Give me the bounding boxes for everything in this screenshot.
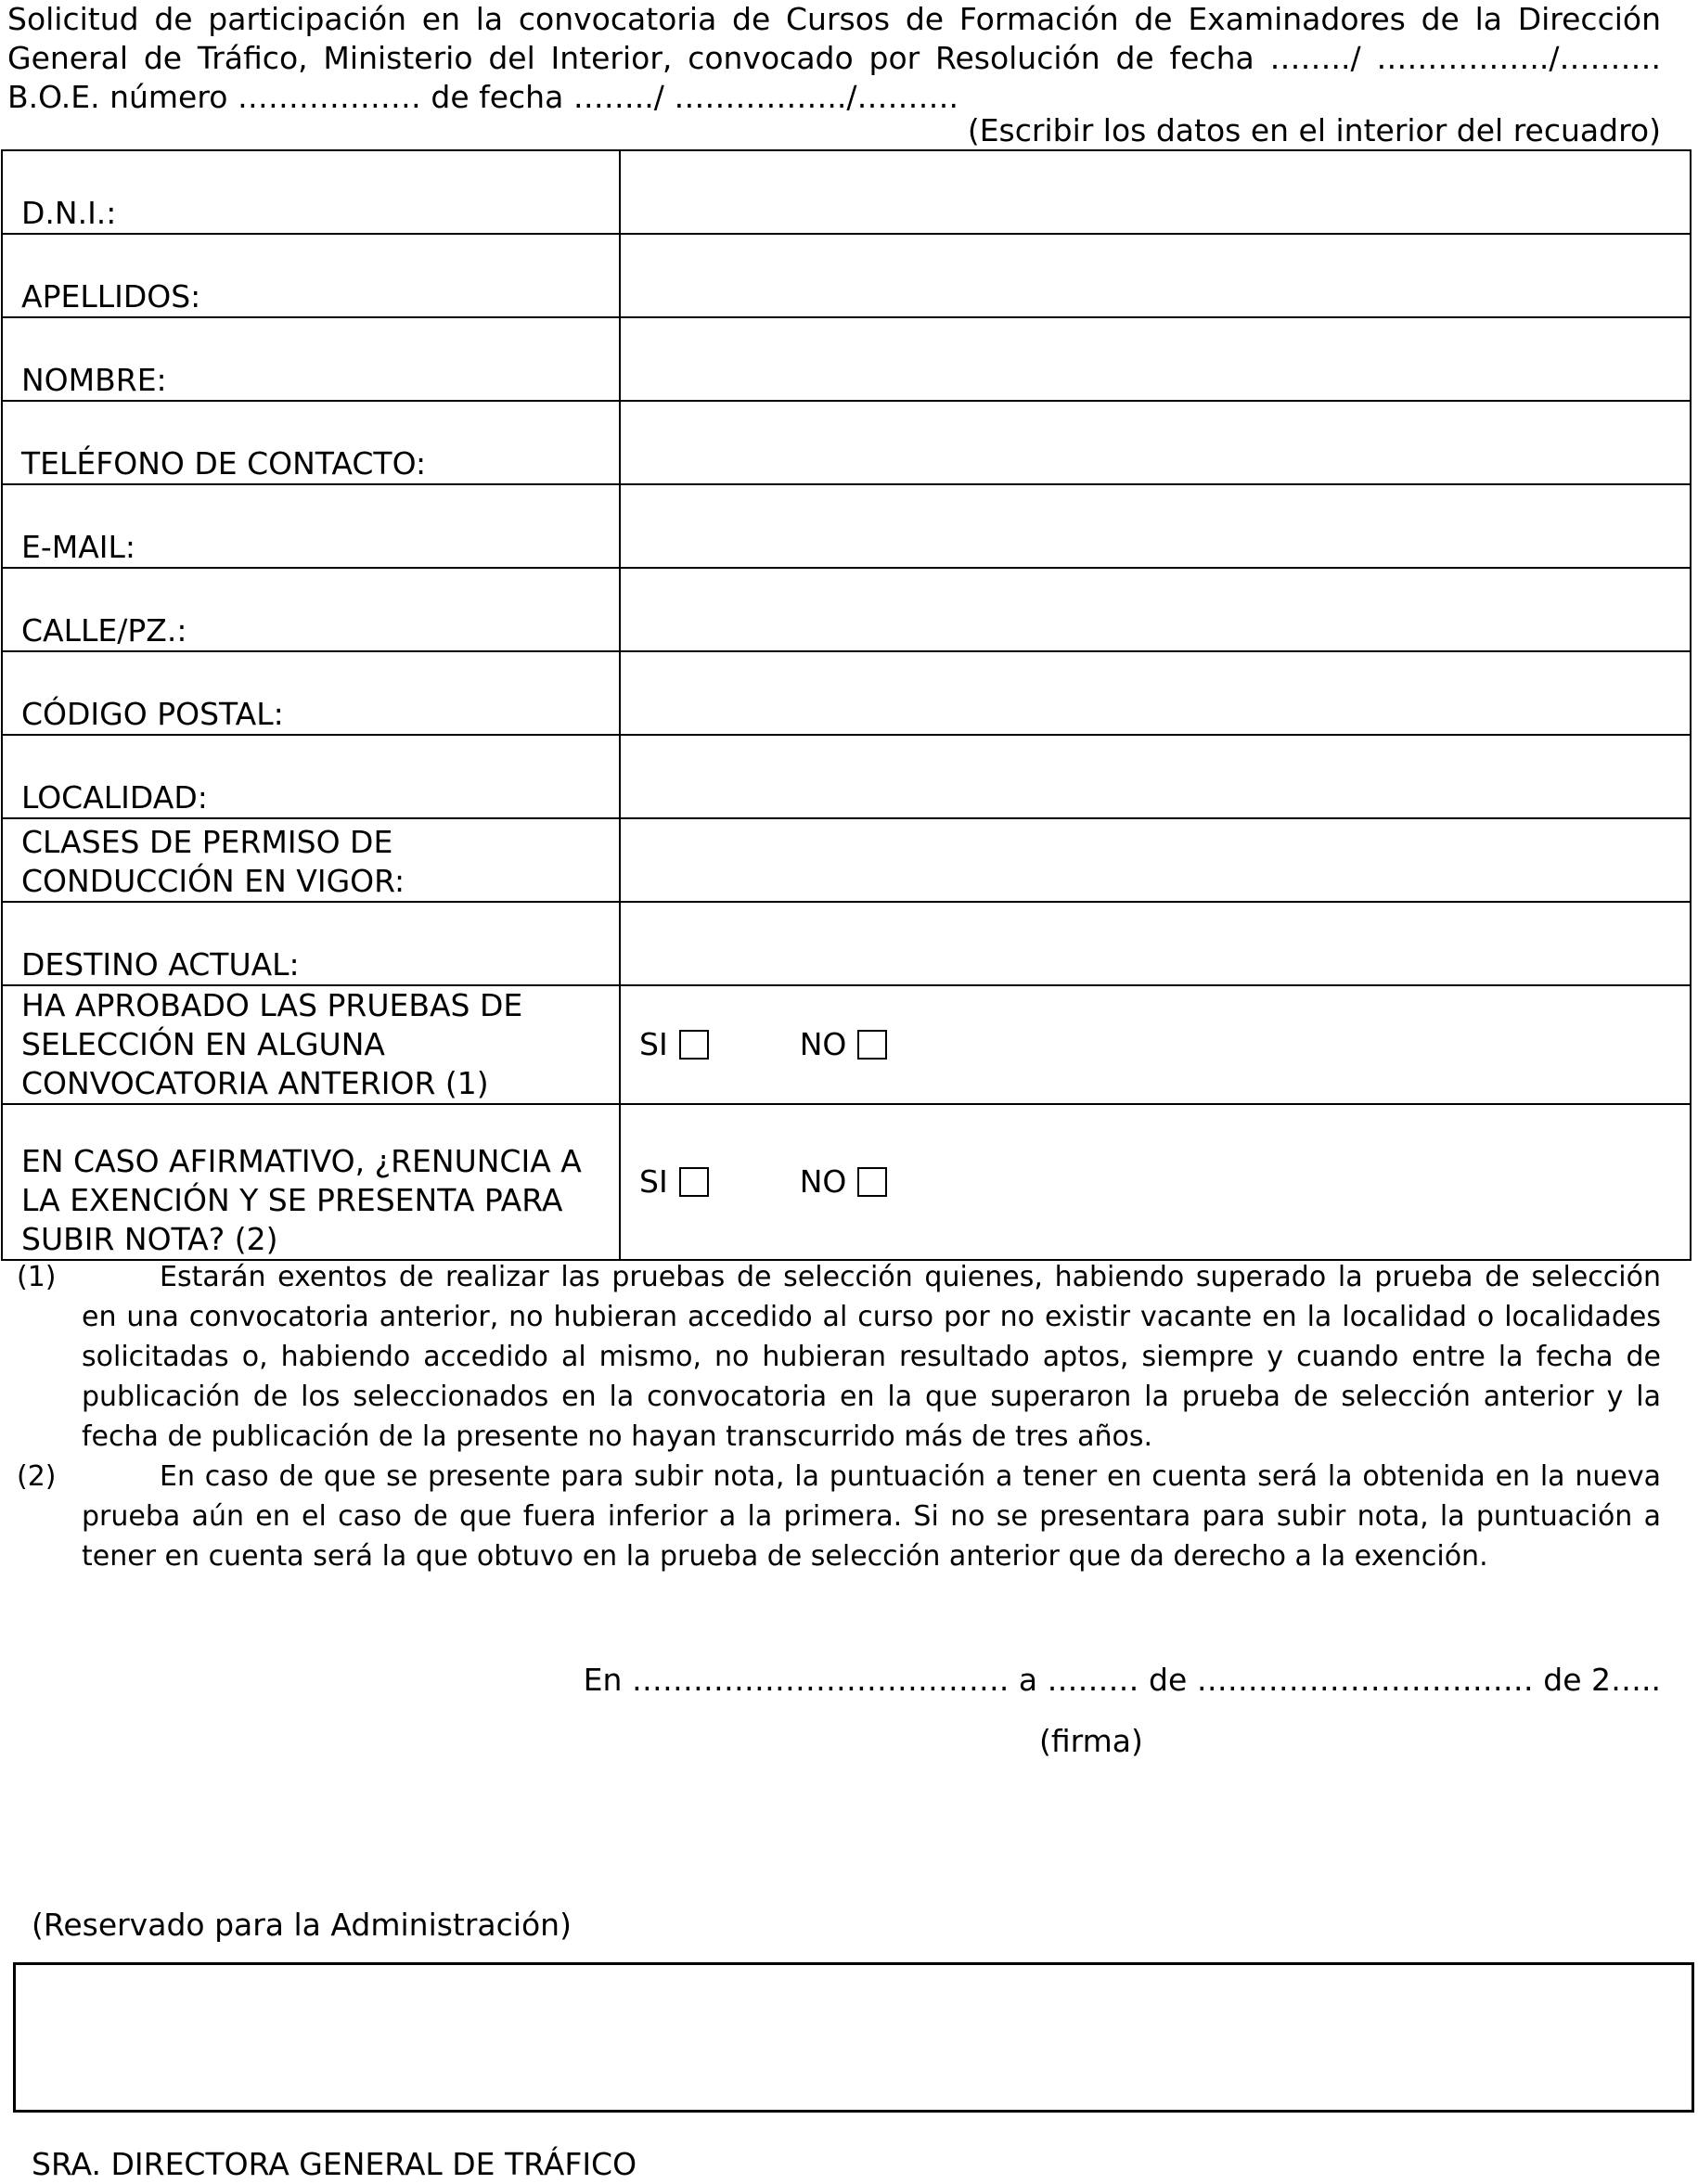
no-option[interactable] [800,1025,888,1064]
field-label: CLASES DE PERMISO DE CONDUCCIÓN EN VIGOR: [2,818,620,902]
field-label: NOMBRE: [2,317,620,401]
reserved-label: (Reservado para la Administración) [32,1907,572,1943]
form-row-localidad [2,735,1691,818]
form-row-apellidos [2,234,1691,317]
question-label: HA APROBADO LAS PRUEBAS DE SELECCIÓN EN ALGUNA CONVOCATORIA ANTERIOR (1) [2,985,620,1104]
yes-checkbox[interactable] [679,1030,709,1060]
email-input[interactable] [620,484,1691,568]
option-label: NO [799,1163,847,1200]
instruction-note: (Escribir los datos en el interior del recuadro) [967,112,1661,148]
application-form [1,149,1692,1261]
permiso-input[interactable] [620,818,1691,902]
footnote-text: En caso de que se presente para subir nota, la puntuación a tener en cuenta será la obtenida en la nueva prueba aún en el caso de que fuera inferior a la primera. Si no se presentara para subir nota, la puntuación a tener en cuenta será la que obtuvo en la prueba de selección anterior que da derecho a la exención. [82,1460,1661,1573]
footnotes [17,1257,1661,1576]
form-row-email [2,484,1691,568]
field-label: TELÉFONO DE CONTACTO: [2,401,620,484]
header-line-2: General de Tráfico, Ministerio del Interior, convocado por Resolución de fecha ……../ ……………../………. [7,40,1661,76]
codigo-postal-input[interactable] [620,651,1691,735]
form-row-codigo-postal [2,651,1691,735]
footnote-number: (2) [17,1460,57,1493]
footnote-number: (1) [17,1261,57,1293]
field-label: D.N.I.: [2,150,620,234]
question-options [620,1104,1691,1260]
header-line-1: Solicitud de participación en la convocatoria de Cursos de Formación de Examinadores de la Dirección [7,1,1661,37]
form-row-calle [2,568,1691,651]
localidad-input[interactable] [620,735,1691,818]
field-label: CALLE/PZ.: [2,568,620,651]
form-row-permiso [2,818,1691,902]
footnote-text: Estarán exentos de realizar las pruebas de selección quienes, habiendo superado la prueba de selección en una convocatoria anterior, no hubieran accedido al curso por no existir vacante en la localidad o localidades solicitadas o, habiendo accedido al mismo, no hubieran resultado aptos, siempre y cuando entre la fecha de publicación de los seleccionados en la convocatoria en la que superaron la prueba de selección anterior y la fecha de publicación de la presente no hayan transcurrido más de tres años. [82,1261,1661,1453]
option-label: SI [639,1026,668,1062]
form-row-renuncia [2,1104,1691,1260]
form-row-destino [2,902,1691,985]
field-label: CÓDIGO POSTAL: [2,651,620,735]
apellidos-input[interactable] [620,234,1691,317]
form-row-telefono [2,401,1691,484]
header-line-3: B.O.E. número ……………… de fecha ……../ ……………../………. [7,79,958,115]
question-options [620,985,1691,1104]
field-label: LOCALIDAD: [2,735,620,818]
question-label: EN CASO AFIRMATIVO, ¿RENUNCIA A LA EXENCIÓN Y SE PRESENTA PARA SUBIR NOTA? (2) [2,1104,620,1260]
yes-option[interactable] [639,1163,709,1201]
dni-input[interactable] [620,150,1691,234]
option-label: SI [639,1163,668,1200]
reserved-box [13,1962,1694,2113]
no-checkbox[interactable] [857,1030,887,1060]
telefono-input[interactable] [620,401,1691,484]
footnote-1 [17,1257,1661,1457]
no-option[interactable] [800,1163,888,1201]
option-label: NO [799,1026,847,1062]
field-label: APELLIDOS: [2,234,620,317]
yes-checkbox[interactable] [679,1167,709,1197]
form-row-aprobado [2,985,1691,1104]
form-row-dni [2,150,1691,234]
calle-input[interactable] [620,568,1691,651]
no-checkbox[interactable] [857,1167,887,1197]
field-label: DESTINO ACTUAL: [2,902,620,985]
destino-input[interactable] [620,902,1691,985]
nombre-input[interactable] [620,317,1691,401]
signature-label: (firma) [1039,1723,1143,1759]
footnote-2 [17,1457,1661,1576]
document-header [7,0,1661,117]
place-date-line: En ………………………………. a ……… de …………………………… de 2….. [583,1662,1661,1698]
yes-option[interactable] [639,1025,709,1064]
form-row-nombre [2,317,1691,401]
field-label: E-MAIL: [2,484,620,568]
addressee: SRA. DIRECTORA GENERAL DE TRÁFICO [32,2146,637,2182]
